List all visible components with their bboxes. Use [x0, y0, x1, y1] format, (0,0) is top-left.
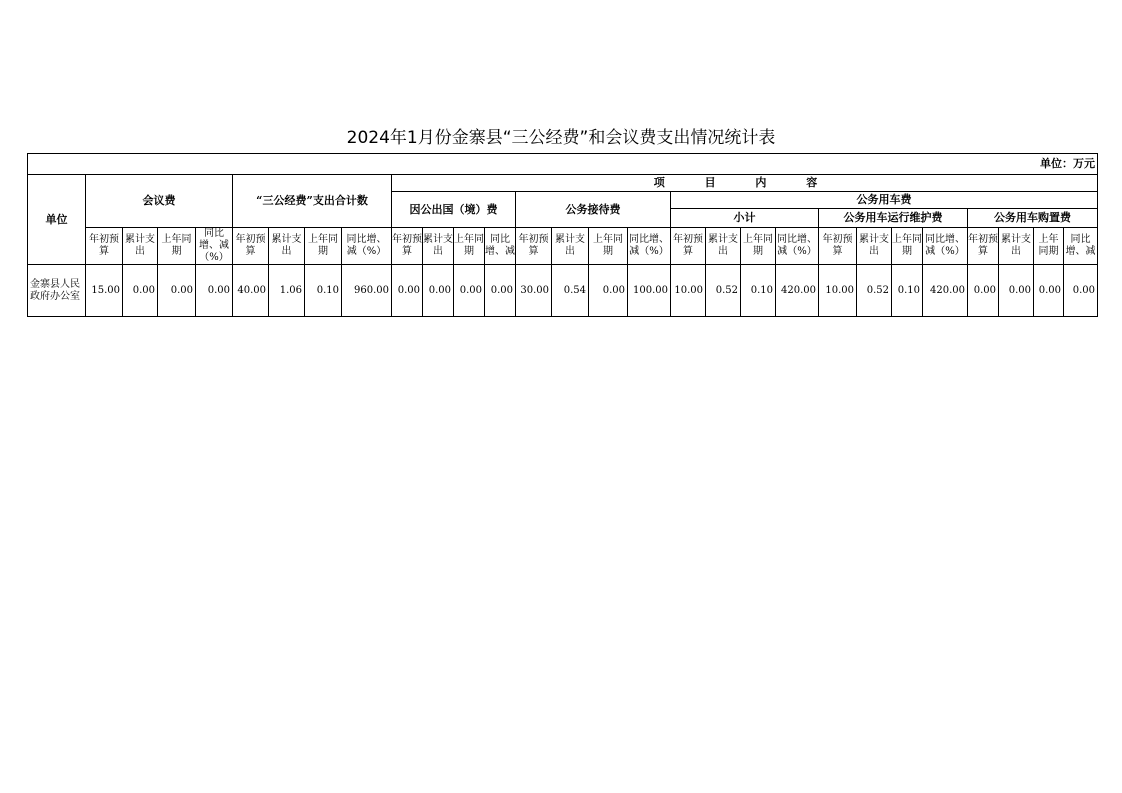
subheader-cell: 上年同期: [305, 228, 342, 265]
subheader-cell: 同比增、减（%）: [628, 228, 671, 265]
subheader-cell: 同比增、减: [485, 228, 516, 265]
subheader-cell: 同比增、减（%）: [923, 228, 968, 265]
value-cell: 0.00: [158, 265, 196, 317]
subheader-cell: 年初预算: [392, 228, 423, 265]
value-cell: 0.00: [196, 265, 233, 317]
header-meeting-fee: 会议费: [86, 175, 233, 228]
row-unit-name: 金寨县人民政府办公室: [28, 265, 86, 317]
value-cell: 0.00: [423, 265, 454, 317]
header-reception-fee: 公务接待费: [516, 192, 671, 228]
subheader-cell: 累计支出: [857, 228, 892, 265]
value-cell: 30.00: [516, 265, 552, 317]
value-cell: 0.00: [1064, 265, 1098, 317]
subheader-cell: 上年同期: [454, 228, 485, 265]
value-cell: 0.00: [1034, 265, 1064, 317]
subheader-cell: 累计支出: [706, 228, 741, 265]
value-cell: 0.00: [968, 265, 999, 317]
value-cell: 0.00: [392, 265, 423, 317]
value-cell: 0.00: [123, 265, 158, 317]
subheader-cell: 累计支出: [423, 228, 454, 265]
subheader-cell: 同比增、减（%）: [342, 228, 392, 265]
value-cell: 420.00: [776, 265, 819, 317]
header-car-subtotal: 小计: [671, 209, 819, 228]
subheader-cell: 年初预算: [516, 228, 552, 265]
value-cell: 0.52: [857, 265, 892, 317]
value-cell: 0.00: [454, 265, 485, 317]
value-cell: 0.00: [485, 265, 516, 317]
subheader-cell: 累计支出: [123, 228, 158, 265]
value-cell: 1.06: [269, 265, 305, 317]
value-cell: 0.10: [741, 265, 776, 317]
unit-note: 单位：万元: [28, 154, 1098, 175]
header-project-content: 项 目 内 容: [392, 175, 1098, 192]
table-row: [28, 265, 1098, 317]
value-cell: 0.52: [706, 265, 741, 317]
header-unit: 单位: [28, 175, 86, 265]
subheader-row: [28, 228, 1098, 265]
value-cell: 960.00: [342, 265, 392, 317]
value-cell: 40.00: [233, 265, 269, 317]
subheader-cell: 上年同期: [741, 228, 776, 265]
page-title: 2024年1月份金寨县“三公经费”和会议费支出情况统计表: [346, 128, 776, 148]
value-cell: 10.00: [819, 265, 857, 317]
header-car-purchase: 公务用车购置费: [968, 209, 1098, 228]
subheader-cell: 上年同期: [589, 228, 628, 265]
subheader-cell: 上年同期: [158, 228, 196, 265]
statistics-table: [27, 153, 1098, 317]
value-cell: 0.10: [305, 265, 342, 317]
value-cell: 0.54: [552, 265, 589, 317]
header-sangong-total: “三公经费”支出合计数: [233, 175, 392, 228]
subheader-cell: 年初预算: [968, 228, 999, 265]
header-car-maintenance: 公务用车运行维护费: [819, 209, 968, 228]
subheader-cell: 累计支出: [269, 228, 305, 265]
header-car-fee: 公务用车费: [671, 192, 1098, 209]
subheader-cell: 同比增、减: [1064, 228, 1098, 265]
subheader-cell: 同比增、减（%）: [196, 228, 233, 265]
subheader-cell: 同比增、减（%）: [776, 228, 819, 265]
subheader-cell: 年初预算: [671, 228, 706, 265]
subheader-cell: 上年同期: [892, 228, 923, 265]
subheader-cell: 累计支出: [552, 228, 589, 265]
subheader-cell: 年初预算: [233, 228, 269, 265]
subheader-cell: 上年同期: [1034, 228, 1064, 265]
header-abroad-fee: 因公出国（境）费: [392, 192, 516, 228]
subheader-cell: 年初预算: [86, 228, 123, 265]
value-cell: 420.00: [923, 265, 968, 317]
subheader-cell: 年初预算: [819, 228, 857, 265]
value-cell: 15.00: [86, 265, 123, 317]
subheader-cell: 累计支出: [999, 228, 1034, 265]
value-cell: 0.10: [892, 265, 923, 317]
value-cell: 0.00: [999, 265, 1034, 317]
value-cell: 100.00: [628, 265, 671, 317]
value-cell: 10.00: [671, 265, 706, 317]
value-cell: 0.00: [589, 265, 628, 317]
